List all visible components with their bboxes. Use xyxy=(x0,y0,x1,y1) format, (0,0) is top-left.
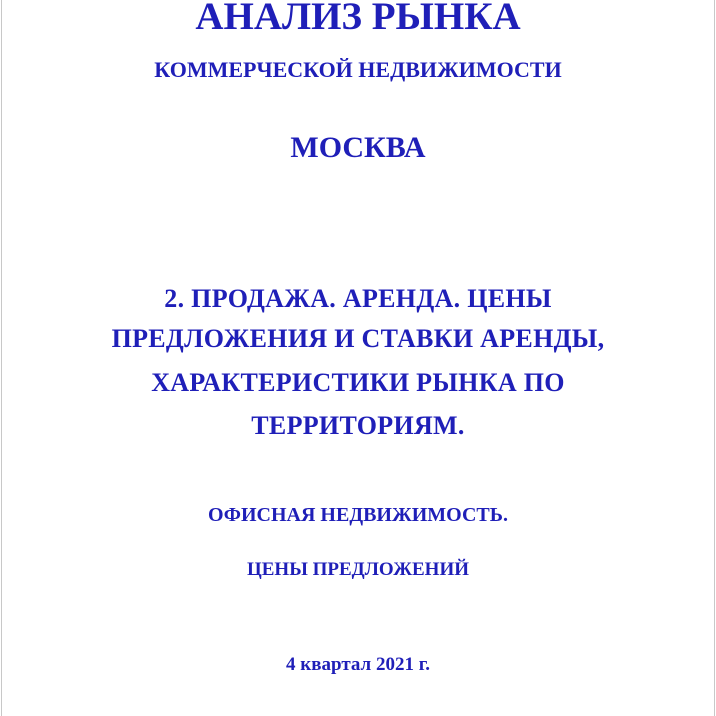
section-heading-line-1: 2. ПРОДАЖА. АРЕНДА. ЦЕНЫ xyxy=(164,284,552,313)
page-border-left xyxy=(1,0,2,716)
document-title: АНАЛИЗ РЫНКА xyxy=(195,0,521,38)
topic-heading: ЦЕНЫ ПРЕДЛОЖЕНИЙ xyxy=(246,559,470,580)
report-period: 4 квартал 2021 г. xyxy=(286,654,430,675)
page-border-right xyxy=(714,0,715,716)
section-heading-line-3: ХАРАКТЕРИСТИКИ РЫНКА ПО xyxy=(151,368,565,397)
section-heading-line-2: ПРЕДЛОЖЕНИЯ И СТАВКИ АРЕНДЫ, xyxy=(111,324,605,353)
section-heading-line-4: ТЕРРИТОРИЯМ. xyxy=(251,411,465,440)
document-subtitle: КОММЕРЧЕСКОЙ НЕДВИЖИМОСТИ xyxy=(154,57,562,82)
segment-heading: ОФИСНАЯ НЕДВИЖИМОСТЬ. xyxy=(208,504,508,526)
city-heading: МОСКВА xyxy=(290,131,426,164)
